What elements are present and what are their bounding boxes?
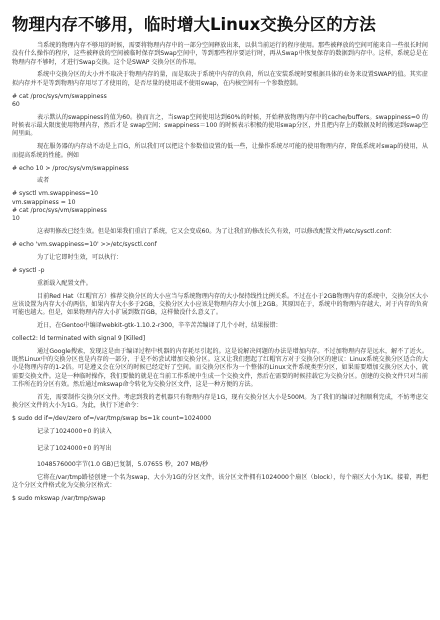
code-line: 为了让它即时生效，可以执行：	[37, 253, 123, 261]
code-line: 或者	[37, 177, 50, 185]
code-line: # sysctl -p	[12, 266, 45, 274]
code-line: 10	[12, 215, 20, 223]
article-body	[12, 42, 428, 504]
code-line: collect2: ld terminated with signal 9 [Killed]	[12, 334, 146, 342]
indented-note	[12, 428, 428, 469]
code-line	[37, 436, 428, 444]
paragraph: 目前Red Hat（红帽官方）推荐交换分区的大小应当与系统物理内存的大小保持线性比例关系。不过在小于2GB物理内存的系统中，交换分区大小应该设置为内存大小的两倍，如果内存大小多于2GB，交换分区大小应该是物理内存大小加上2GB。其原因在于，系统中的物理内存越大，对于内存的负荷可能也越大。但是，如果物理内存大小扩展到数百GB，这样做没什么意义了。	[12, 292, 428, 317]
indented-note	[12, 177, 428, 185]
paragraph: 首先，需要制作交换分区文件。考虑到我的老机器只有物理内存是1G，现有交换分区大小是500M。为了我们的编译过程顺利完成，不妨考虑交换分区文件的大小为1G。为此，执行下述命令：	[12, 393, 428, 410]
code-line: vm.swappiness = 10	[12, 198, 76, 206]
code-block	[12, 190, 428, 223]
code-block	[12, 267, 428, 275]
code-line: 1048576000字节(1.0 GB)已复制，5.07655 秒，207 MB/秒	[37, 461, 209, 469]
code-line: # echo 'vm.swappiness=10' >>/etc/sysctl.conf	[12, 240, 157, 248]
paragraph: 通过Google搜索，发现这是由于编译过程中机器的内存耗尽引起的。这是说解决问题的办法是增加内存。不过加物理内存是远水，解不了近火。既然Linux中的交换分区也是内存的一部分，于是不妨尝试增加交换分区。这又让我们想起了红帽官方对于交换分区的建议：Linux系统交换分区适合的大小是物理内存的1-2倍。可是遵义会在分区的时候已经定好了空间。而交换分区作为一个整体的Linux文件系统类型分区，如果需要增加交换分区大小，就需要交换文件。这是一种临时操作，我们要做的就是在当前工作系统中生成一个交换文件，然后在需要的时候挂载它为交换分区。创建的交换文件只对当前工作所在的分区有效。然后通过mkswap命令转化为交换分区文件，这是一种方便的方法。	[12, 347, 428, 388]
code-line: $ sudo dd if=/dev/zero of=/var/tmp/swap bs=1k count=1024000	[12, 415, 212, 423]
code-block	[12, 93, 428, 110]
paragraph: 它将在/var/tmp路径创建一个名为swap、大小为1G的分区文件，该分区文件拥有1024000个扇区（block），每个扇区大小为1K。接着，再把这个分区文件格式化为交换分区格式：	[12, 474, 428, 490]
code-line: # cat /proc/sys/vm/swappiness	[12, 206, 107, 214]
code-line: # echo 10 > /proc/sys/vm/swappiness	[12, 164, 129, 172]
code-line: # cat /proc/sys/vm/swappiness	[12, 92, 107, 100]
code-line: 记录了1024000+0 的读入	[37, 427, 112, 435]
code-line	[37, 453, 428, 461]
paragraph: 表示默认的swappiness的值为60。换而言之，当swap空间使用达到60%的时候，开始释放物理内存中的cache/buffers。swappiness=0 的时候表示最大限度使用物理内存，然后才是 swap空间；swappiness＝100 的时候表示积极的使用swap分区，并且把内存上的数据及时的搬运到swap空间里面。	[12, 113, 428, 138]
paragraph: 近日，在Gentoo中编译webkit-gtk-1.10.2-r300，辛辛苦苦编译了几个小时，结果报错：	[37, 322, 282, 330]
indented-note	[12, 254, 428, 262]
code-block	[12, 241, 428, 249]
code-line: # sysctl vm.swappiness=10	[12, 190, 98, 198]
paragraph: 这表明修改已经生效。但是如果我们重启了系统，它又会变成60。为了让我们的修改长久有效，可以修改配置文件/etc/sysctl.conf：	[37, 228, 396, 236]
page-title: 物理内存不够用，临时增大Linux交换分区的方法	[12, 15, 376, 34]
code-block	[12, 335, 428, 343]
code-line: 记录了1024000+0 的写出	[37, 444, 112, 452]
code-block	[12, 165, 428, 173]
code-line: $ sudo mkswap /var/tmp/swap	[12, 495, 106, 503]
indented-note	[12, 280, 428, 288]
paragraph: 现在服务器的内存动不动是上百G，所以我们可以把这个参数值设置的低一些，让操作系统尽可能的使用物理内存，降低系统对swap的使用，从而提高系统的性能。例如	[12, 143, 428, 159]
code-line: 重新载入配置文件。	[37, 279, 92, 287]
code-line: 60	[12, 100, 20, 108]
paragraph: 当系统的物理内存不够用的时候，需要将物理内存中的一部分空间释放出来，以供当前运行的程序使用。那些被释放的空间可能来自一些很长时间没有什么操作的程序，这些被释放的空间被临时保存到Swap空间中，等到那些程序要运行时，再从Swap中恢复保存的数据到内存中。这样，系统总是在物理内存不够时，才进行Swap交换。这个是SWAP 交换分区的作用。	[12, 42, 428, 66]
code-block	[12, 415, 428, 423]
paragraph: 系统中交换分区的大小并不取决于物理内存的量，而是取决于系统中内存的负荷，所以在安装系统时要根据具体的业务来设置SWAP的值。其实虚拟内存并不是等到物理内存用尽了才使用的，是否尽量的使用或不使用swap，在内核空间有一个参数控制。	[12, 71, 428, 87]
code-block	[12, 495, 428, 503]
